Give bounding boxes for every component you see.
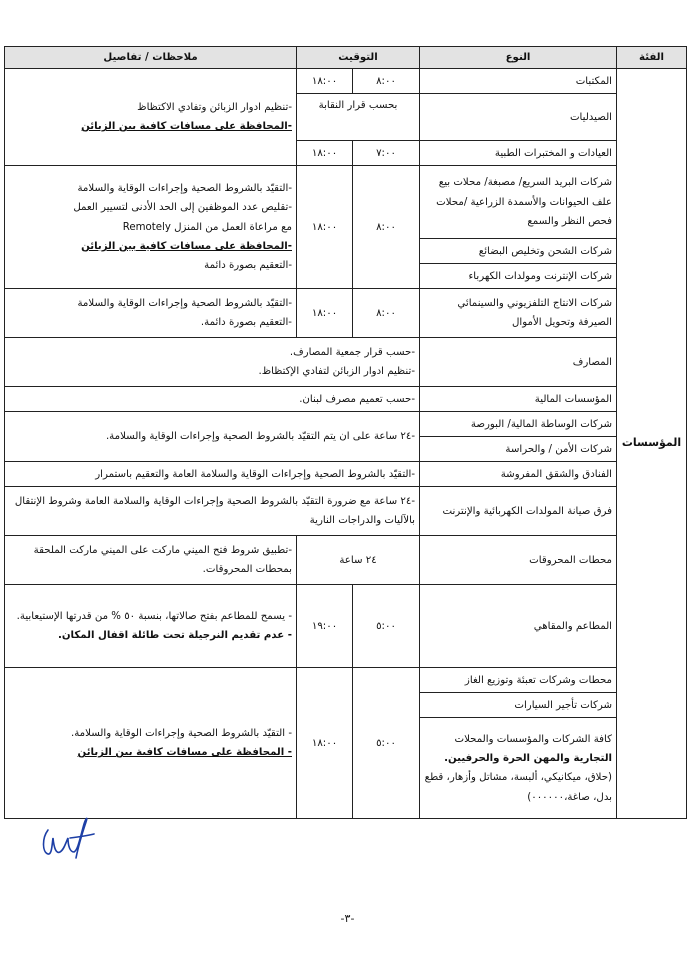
note-line: -المحافظة على مسافات كافية بين الزبائن bbox=[81, 121, 292, 133]
type-car-rental: شركات تأجير السيارات bbox=[420, 693, 617, 718]
type-commercial bbox=[420, 718, 617, 819]
time-to: ١٩:٠٠ bbox=[297, 585, 353, 668]
note-line: -تنظيم ادوار الزبائن وتفادي الاكتظاظ bbox=[137, 102, 292, 113]
note-line: -حسب قرار جمعية المصارف. bbox=[289, 347, 416, 358]
table-row bbox=[5, 536, 687, 585]
type-fuel: محطات المحروقات bbox=[420, 536, 617, 585]
time-from: ٨:٠٠ bbox=[353, 166, 420, 289]
time-to: ١٨:٠٠ bbox=[297, 166, 353, 289]
header-category: الفئة bbox=[617, 47, 687, 69]
category-cell: المؤسسات bbox=[617, 69, 687, 819]
table-row bbox=[5, 289, 687, 338]
time-fuel: ٢٤ ساعة bbox=[297, 536, 420, 585]
time-from: ٨:٠٠ bbox=[353, 69, 420, 94]
table-row bbox=[5, 412, 687, 437]
type-line: (حلاق، ميكانيكي، ألبسة، مشاتل وأزهار، قطع بدل، صاغة،٠٠٠٠٠٠) bbox=[424, 772, 613, 803]
type-tv-production: شركات الانتاج التلفزيوني والسينمائي الصيرفة وتحويل الأموال bbox=[420, 289, 617, 338]
type-shipping: شركات الشحن وتخليص البضائع bbox=[420, 239, 617, 264]
note-fuel: -تطبيق شروط فتح الميني ماركت على الميني ماركت الملحقة بمحطات المحروقات. bbox=[5, 536, 297, 585]
note-line: -المحافظة على مسافات كافية بين الزبائن bbox=[81, 241, 292, 253]
header-timing: التوقيت bbox=[297, 47, 420, 69]
note-hotels: -التقيّد بالشروط الصحية وإجراءات الوقاية والسلامة العامة والتعقيم باستمرار bbox=[5, 462, 420, 487]
table-row bbox=[5, 668, 687, 693]
type-courier: شركات البريد السريع/ مصبغة/ محلات بيع علف الحيوانات والأسمدة الزراعية /محلات فحص النظر والسمع bbox=[420, 166, 617, 239]
notes-cell bbox=[5, 585, 297, 668]
type-hotels: الفنادق والشقق المفروشة bbox=[420, 462, 617, 487]
table-row bbox=[5, 585, 687, 668]
note-line: - عدم تقديم النرجيلة تحت طائلة اقفال المكان. bbox=[57, 630, 292, 642]
time-to: ١٨:٠٠ bbox=[297, 289, 353, 338]
table-row bbox=[5, 387, 687, 412]
type-banks: المصارف bbox=[420, 338, 617, 387]
type-gas: محطات وشركات تعبئة وتوزيع الغاز bbox=[420, 668, 617, 693]
note-line: - المحافظة على مسافات كافية بين الزبائن bbox=[77, 747, 292, 759]
notes-cell bbox=[5, 338, 420, 387]
time-to: ١٨:٠٠ bbox=[297, 69, 353, 94]
header-type: النوع bbox=[420, 47, 617, 69]
type-financial: المؤسسات المالية bbox=[420, 387, 617, 412]
header-row bbox=[5, 47, 687, 69]
type-brokerage: شركات الوساطة المالية/ البورصة bbox=[420, 412, 617, 437]
time-to: ١٨:٠٠ bbox=[297, 668, 353, 819]
table-row bbox=[5, 69, 687, 94]
type-line: التجارية والمهن الحرة والحرفيين. bbox=[444, 753, 613, 764]
type-generators: فرق صيانة المولدات الكهربائية والإنترنت bbox=[420, 487, 617, 536]
note-line: -التعقيم بصورة دائمة. bbox=[200, 317, 292, 329]
notes-cell bbox=[5, 166, 297, 289]
note-generators: -٢٤ ساعة مع ضرورة التقيّد بالشروط الصحية وإجراءات الوقاية والسلامة العامة وشروط الإنتقال بالآليات والدراجات النارية bbox=[5, 487, 420, 536]
time-to: ١٨:٠٠ bbox=[297, 141, 353, 166]
type-restaurants: المطاعم والمقاهي bbox=[420, 585, 617, 668]
note-line: -تنظيم ادوار الزبائن لتفادي الإكتظاظ. bbox=[258, 366, 416, 378]
type-security: شركات الأمن / والحراسة bbox=[420, 437, 617, 462]
notes-cell bbox=[5, 289, 297, 338]
type-libraries: المكتبات bbox=[420, 69, 617, 94]
note-line: - التقيّد بالشروط الصحية وإجراءات الوقاية والسلامة. bbox=[70, 728, 292, 739]
type-line: كافة الشركات والمؤسسات والمحلات bbox=[454, 733, 613, 745]
note-line: -تقليص عدد الموظفين إلى الحد الأدنى لتسيير العمل bbox=[73, 202, 292, 214]
table-row bbox=[5, 462, 687, 487]
note-financial: -حسب تعميم مصرف لبنان. bbox=[5, 387, 420, 412]
type-pharmacies: الصيدليات bbox=[420, 94, 617, 141]
time-from: ٧:٠٠ bbox=[353, 141, 420, 166]
note-brokerage: -٢٤ ساعة على ان يتم التقيّد بالشروط الصحية وإجراءات الوقاية والسلامة. bbox=[5, 412, 420, 462]
type-clinics: العيادات و المختبرات الطبية bbox=[420, 141, 617, 166]
time-from: ٥:٠٠ bbox=[353, 668, 420, 819]
note-line: - يسمح للمطاعم بفتح صالاتها، بنسبة ٥٠ % من قدرتها الإستيعابية. bbox=[16, 611, 292, 622]
note-line: -التقيّد بالشروط الصحية وإجراءات الوقاية والسلامة bbox=[77, 182, 292, 194]
time-from: ٥:٠٠ bbox=[353, 585, 420, 668]
table-row bbox=[5, 338, 687, 387]
time-from: ٨:٠٠ bbox=[353, 289, 420, 338]
table-row bbox=[5, 166, 687, 239]
signature bbox=[38, 808, 98, 863]
page-number: -٣- bbox=[340, 912, 355, 925]
notes-cell bbox=[5, 69, 297, 166]
schedule-table bbox=[4, 46, 687, 819]
note-line: -التعقيم بصورة دائمة bbox=[204, 260, 292, 272]
notes-cell bbox=[5, 668, 297, 819]
time-pharmacies: بحسب قرار النقابة bbox=[297, 94, 420, 141]
type-internet: شركات الإنترنت ومولدات الكهرباء bbox=[420, 264, 617, 289]
note-line: مع مراعاة العمل من المنزل Remotely bbox=[122, 221, 292, 233]
table-row bbox=[5, 487, 687, 536]
note-line: -التقيّد بالشروط الصحية وإجراءات الوقاية والسلامة bbox=[77, 298, 292, 309]
header-notes: ملاحظات / تفاصيل bbox=[5, 47, 297, 69]
